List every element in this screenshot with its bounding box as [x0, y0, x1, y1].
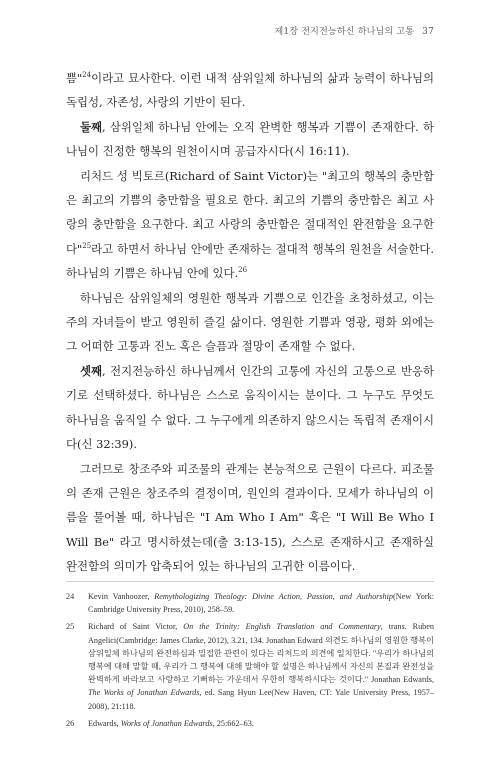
- footnote-text: [88, 620, 434, 712]
- footnote-number: 26: [66, 718, 75, 728]
- text-run: (New York: Cambridge University Press, 2010), 258–59.: [88, 592, 434, 615]
- text-run: , trans. Ruben Angelici(Cambridge: James Clarke, 2012), 3.21, 134. Jonathan Edward 의견도 하나님의 영원한 행복이 삼위일체 하나님의 완전하심과 밀접한 관련이 있다는 리처드의 의견에 일치한다. "우리가 하나님의 행복에 대해 말할 때, 우리가 그 행복에 대해 말해야 할 설명은 하나님께서 자신의 본질과 완전성을 완벽하게 바라보고 사랑하고 기뻐하는 가운데서 무한히 행복하시다는 것이다." Jonathan Edwards,: [88, 622, 434, 685]
- footnote: [66, 590, 434, 616]
- footnote-ref: 25: [82, 242, 92, 251]
- footnote-ref: 26: [238, 266, 248, 275]
- footnote: [66, 620, 434, 712]
- text-run: 이라고 묘사한다. 이런 내적 삼위일체 하나님의 삶과 능력이 하나님의 독립성, 자존성, 사랑의 기반이 된다.: [66, 71, 434, 110]
- footnote-number: 24: [66, 592, 75, 601]
- text-run: 하나님은 삼위일체의 영원한 행복과 기쁨으로 인간을 초청하셨고, 이는 주의 자녀들이 받고 영원히 즐길 삶이다. 영원한 기쁨과 영광, 평화 외에는 그 어떠한 고통과 진노 혹은 슬픔과 절망이 존재할 수 없다.: [66, 290, 434, 354]
- italic-run: On the Trinity: English Translation and Commentary: [183, 622, 381, 632]
- paragraph: [66, 359, 434, 457]
- italic-run: The Works of Jonathan Edwards: [88, 688, 200, 698]
- footnote: [66, 717, 434, 730]
- text-run: , 전지전능하신 하나님께서 인간의 고통에 자신의 고통으로 반응하기로 선택하셨다. 하나님은 스스로 움직이시는 분이다. 그 누구도 무엇도 하나님을 움직일 수 없다. 그 누구에게 의존하지 않으시는 독립적 존재이시다(신 32:39).: [66, 363, 434, 452]
- text-run: 쁨": [66, 71, 83, 85]
- running-header: [275, 24, 435, 37]
- text-run: Kevin Vanhoozer,: [88, 592, 155, 601]
- text-run: 라고 하면서 하나님 안에만 존재하는 절대적 행복의 원천을 서술한다. 하나님의 기쁨은 하나님 안에 있다.: [66, 241, 434, 281]
- text-run: 그러므로 창조주와 피조물의 관계는 본능적으로 근원이 다르다. 피조물의 존재 근원은 창조주의 결정이며, 원인의 결과이다. 모세가 하나님의 이름을 물어볼 때, 하나님은 "I Am Who I Am" 혹은 "I Will Be Who I Will Be" 라고 명시하셨는데(출 3:13-15), 스스로 존재하시고 존재하실 완전함의 의미가 압축되어 있는 하나님의 고귀한 이름이다.: [66, 461, 434, 574]
- paragraph: [66, 66, 434, 115]
- body-text: [66, 66, 434, 579]
- text-run: , 25:662–63.: [212, 718, 254, 728]
- footnote-ref: 24: [82, 71, 92, 80]
- paragraph: [66, 457, 434, 579]
- running-title: 제1장 전지전능하신 하나님의 고통: [274, 27, 415, 37]
- bold-run: 둘째: [80, 119, 103, 134]
- italic-run: Remythologizing Theology: Divine Action, Passion, and Authorship: [154, 592, 393, 601]
- footnote-divider: [66, 581, 434, 582]
- italic-run: Works of Jonathan Edwards: [120, 718, 213, 728]
- paragraph: [66, 286, 434, 359]
- text-run: Edwards,: [88, 718, 121, 728]
- text-run: 리처드 성 빅토르(Richard of Saint Victor)는 "최고의 행복의 충만함은 최고의 기쁨의 충만함을 필요로 한다. 최고의 기쁨의 충만함은 최고 사랑의 충만함을 요구한다. 최고 사랑의 충만함은 절대적인 완전함을 요구한다": [66, 168, 434, 256]
- text-run: , 삼위일체 하나님 안에는 오직 완벽한 행복과 기쁨이 존재한다. 하나님이 진정한 행복의 원천이시며 공급자시다(시 16:11).: [66, 119, 434, 159]
- text-run: Richard of Saint Victor,: [88, 622, 184, 632]
- page-number: 37: [422, 27, 434, 37]
- footnote-number: 25: [66, 622, 75, 632]
- text-run: , ed. Sang Hyun Lee(New Haven, CT: Yale University Press, 1957–2008), 21:118.: [88, 688, 434, 711]
- footnotes: [66, 590, 434, 734]
- footnote-text: [88, 590, 434, 616]
- bold-run: 셋째: [80, 363, 103, 378]
- paragraph: [66, 115, 434, 164]
- footnote-text: [88, 717, 434, 730]
- paragraph: [66, 164, 434, 286]
